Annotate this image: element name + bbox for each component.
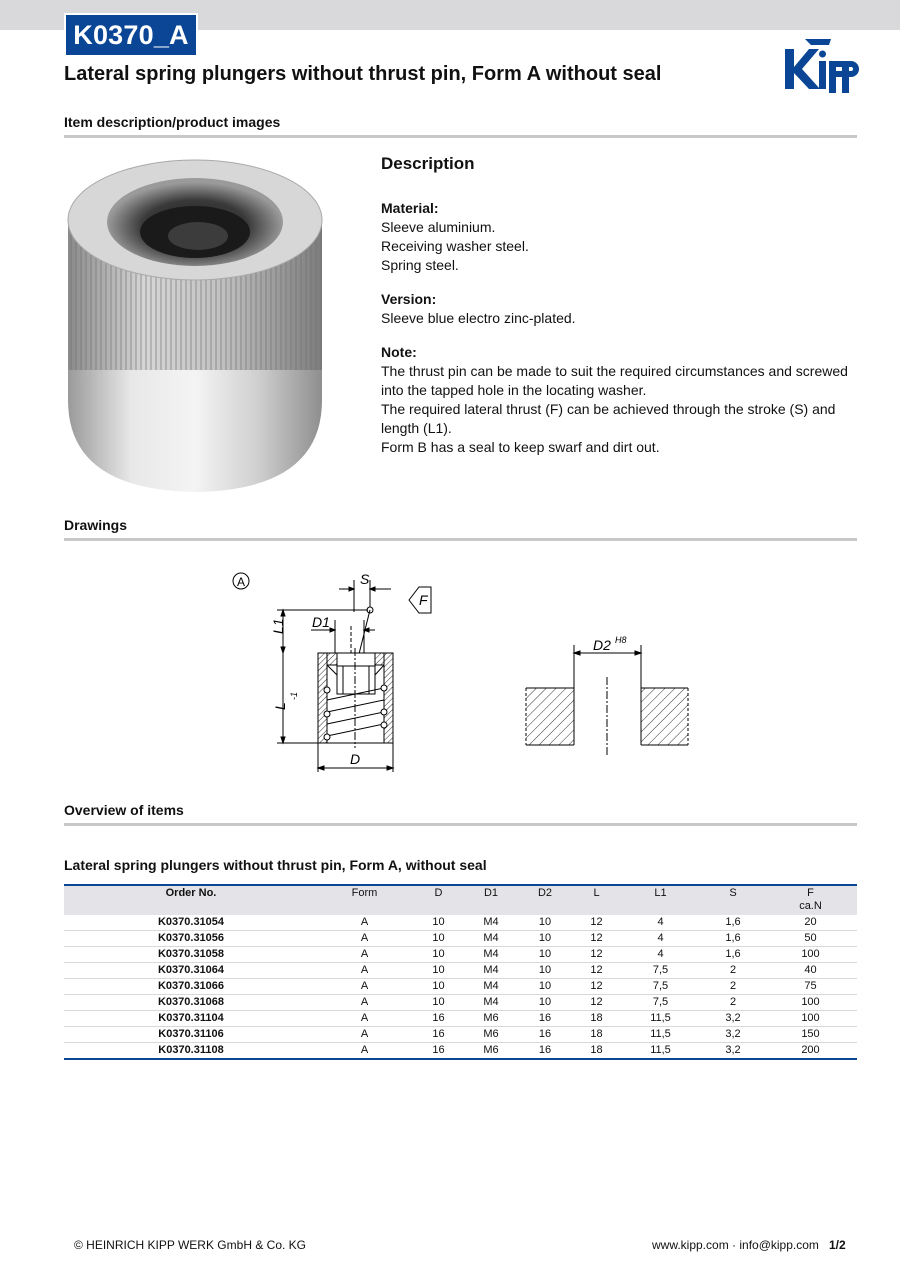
table-cell: 100 <box>764 1011 857 1027</box>
table-row <box>64 1027 857 1043</box>
material-label: Material: <box>381 200 439 216</box>
f-header: F <box>807 887 814 899</box>
table-cell: 7,5 <box>619 995 702 1011</box>
table-cell: M4 <box>466 915 516 931</box>
table-cell: 4 <box>619 947 702 963</box>
table-row <box>64 963 857 979</box>
table-cell: 4 <box>619 915 702 931</box>
table-cell: 40 <box>764 963 857 979</box>
order-number-cell: K0370.31068 <box>64 995 318 1011</box>
table-cell: A <box>318 947 411 963</box>
form-label: A <box>236 575 246 589</box>
page-title: Lateral spring plungers without thrust pin, Form A without seal <box>64 63 662 85</box>
table-cell: 12 <box>574 947 619 963</box>
table-cell: 2 <box>702 963 764 979</box>
table-cell: A <box>318 1011 411 1027</box>
column-header: Form <box>318 885 411 915</box>
table-cell: 10 <box>411 931 466 947</box>
order-number-cell: K0370.31106 <box>64 1027 318 1043</box>
table-cell: M6 <box>466 1043 516 1060</box>
table-cell: 2 <box>702 995 764 1011</box>
note-block <box>381 343 861 457</box>
footer-page-number: 1/2 <box>829 1238 846 1252</box>
product-image <box>60 150 330 500</box>
table-cell: A <box>318 1043 411 1060</box>
table-cell: A <box>318 995 411 1011</box>
table-cell: 11,5 <box>619 1027 702 1043</box>
table-row <box>64 931 857 947</box>
table-cell: M4 <box>466 979 516 995</box>
footer-contact: www.kipp.com · info@kipp.com <box>652 1238 819 1252</box>
note-line: The thrust pin can be made to suit the required circumstances and screwed into the tapped hole in the locating washer. <box>381 363 848 398</box>
l1-label: L1 <box>270 618 286 634</box>
d2-tolerance: H8 <box>615 635 627 645</box>
table-cell: 7,5 <box>619 979 702 995</box>
table-cell: 150 <box>764 1027 857 1043</box>
table-row <box>64 1043 857 1060</box>
table-cell: A <box>318 1027 411 1043</box>
table-row <box>64 995 857 1011</box>
table-cell: 11,5 <box>619 1011 702 1027</box>
order-number-cell: K0370.31064 <box>64 963 318 979</box>
column-header: D <box>411 885 466 915</box>
table-cell: 3,2 <box>702 1027 764 1043</box>
material-line: Sleeve aluminium. <box>381 219 496 235</box>
table-cell: 20 <box>764 915 857 931</box>
order-number-cell: K0370.31104 <box>64 1011 318 1027</box>
section-item-description: Item description/product images <box>64 114 857 138</box>
table-cell: 10 <box>516 915 574 931</box>
column-header: L <box>574 885 619 915</box>
d2-label: D2 <box>593 637 611 653</box>
table-cell: 12 <box>574 979 619 995</box>
column-header: D2 <box>516 885 574 915</box>
table-cell: 75 <box>764 979 857 995</box>
table-cell: 10 <box>516 947 574 963</box>
table-cell: 16 <box>516 1043 574 1060</box>
table-cell: 16 <box>411 1043 466 1060</box>
table-title: Lateral spring plungers without thrust pin, Form A, without seal <box>64 857 487 873</box>
table-cell: 10 <box>411 963 466 979</box>
table-cell: 12 <box>574 963 619 979</box>
order-number-cell: K0370.31054 <box>64 915 318 931</box>
table-cell: 10 <box>411 947 466 963</box>
table-cell: 7,5 <box>619 963 702 979</box>
table-cell: 10 <box>411 915 466 931</box>
f-label: F <box>419 592 428 608</box>
material-line: Receiving washer steel. <box>381 238 529 254</box>
section-drawings: Drawings <box>64 517 857 541</box>
drawing-form-a <box>225 560 445 780</box>
table-cell: 200 <box>764 1043 857 1060</box>
footer-copyright: © HEINRICH KIPP WERK GmbH & Co. KG <box>74 1238 306 1252</box>
order-number-cell: K0370.31058 <box>64 947 318 963</box>
table-cell: 11,5 <box>619 1043 702 1060</box>
table-cell: 10 <box>516 931 574 947</box>
table-cell: 16 <box>411 1011 466 1027</box>
order-number-cell: K0370.31108 <box>64 1043 318 1060</box>
table-cell: 10 <box>516 995 574 1011</box>
table-cell: 100 <box>764 995 857 1011</box>
table-header-row <box>64 885 857 915</box>
note-label: Note: <box>381 344 417 360</box>
version-block <box>381 290 861 328</box>
table-cell: 10 <box>516 963 574 979</box>
column-header <box>764 885 857 915</box>
table-row <box>64 915 857 931</box>
table-cell: 2 <box>702 979 764 995</box>
version-label: Version: <box>381 291 437 307</box>
order-number-cell: K0370.31066 <box>64 979 318 995</box>
table-cell: 4 <box>619 931 702 947</box>
table-cell: M6 <box>466 1011 516 1027</box>
table-cell: M4 <box>466 931 516 947</box>
version-line: Sleeve blue electro zinc-plated. <box>381 310 576 326</box>
table-cell: A <box>318 979 411 995</box>
description-block <box>381 150 861 472</box>
table-cell: 16 <box>411 1027 466 1043</box>
column-header: Order No. <box>64 885 318 915</box>
order-number-cell: K0370.31056 <box>64 931 318 947</box>
table-row <box>64 1011 857 1027</box>
table-cell: 1,6 <box>702 947 764 963</box>
s-label: S <box>360 571 370 587</box>
table-cell: 3,2 <box>702 1011 764 1027</box>
table-cell: 10 <box>516 979 574 995</box>
description-heading: Description <box>381 154 475 173</box>
column-header: D1 <box>466 885 516 915</box>
table-cell: 12 <box>574 915 619 931</box>
table-cell: 1,6 <box>702 915 764 931</box>
table-cell: M6 <box>466 1027 516 1043</box>
table-row <box>64 979 857 995</box>
column-header: S <box>702 885 764 915</box>
table-cell: 12 <box>574 995 619 1011</box>
section-overview: Overview of items <box>64 802 857 826</box>
table-cell: 16 <box>516 1011 574 1027</box>
table-cell: A <box>318 963 411 979</box>
items-table <box>64 884 857 1060</box>
product-code-badge: K0370_A <box>64 13 198 57</box>
table-cell: 18 <box>574 1027 619 1043</box>
table-cell: 10 <box>411 979 466 995</box>
f-unit: ca.N <box>799 900 822 912</box>
table-cell: 12 <box>574 931 619 947</box>
l-label: L <box>272 702 288 710</box>
material-block <box>381 199 861 275</box>
table-cell: 1,6 <box>702 931 764 947</box>
table-cell: 100 <box>764 947 857 963</box>
table-cell: 10 <box>411 995 466 1011</box>
d1-label: D1 <box>312 614 330 630</box>
note-line: The required lateral thrust (F) can be achieved through the stroke (S) and length (L1). <box>381 401 836 436</box>
drawing-mounting-hole <box>520 625 695 760</box>
table-cell: A <box>318 915 411 931</box>
table-cell: 50 <box>764 931 857 947</box>
table-cell: 3,2 <box>702 1043 764 1060</box>
table-cell: 18 <box>574 1011 619 1027</box>
table-row <box>64 947 857 963</box>
table-cell: M4 <box>466 963 516 979</box>
table-cell: 16 <box>516 1027 574 1043</box>
table-cell: M4 <box>466 995 516 1011</box>
d-label: D <box>350 751 361 767</box>
l-tolerance: -1 <box>289 691 299 700</box>
table-cell: A <box>318 931 411 947</box>
table-cell: 18 <box>574 1043 619 1060</box>
material-line: Spring steel. <box>381 257 459 273</box>
note-line: Form B has a seal to keep swarf and dirt out. <box>381 439 660 455</box>
table-cell: M4 <box>466 947 516 963</box>
column-header: L1 <box>619 885 702 915</box>
kipp-logo <box>783 37 859 93</box>
